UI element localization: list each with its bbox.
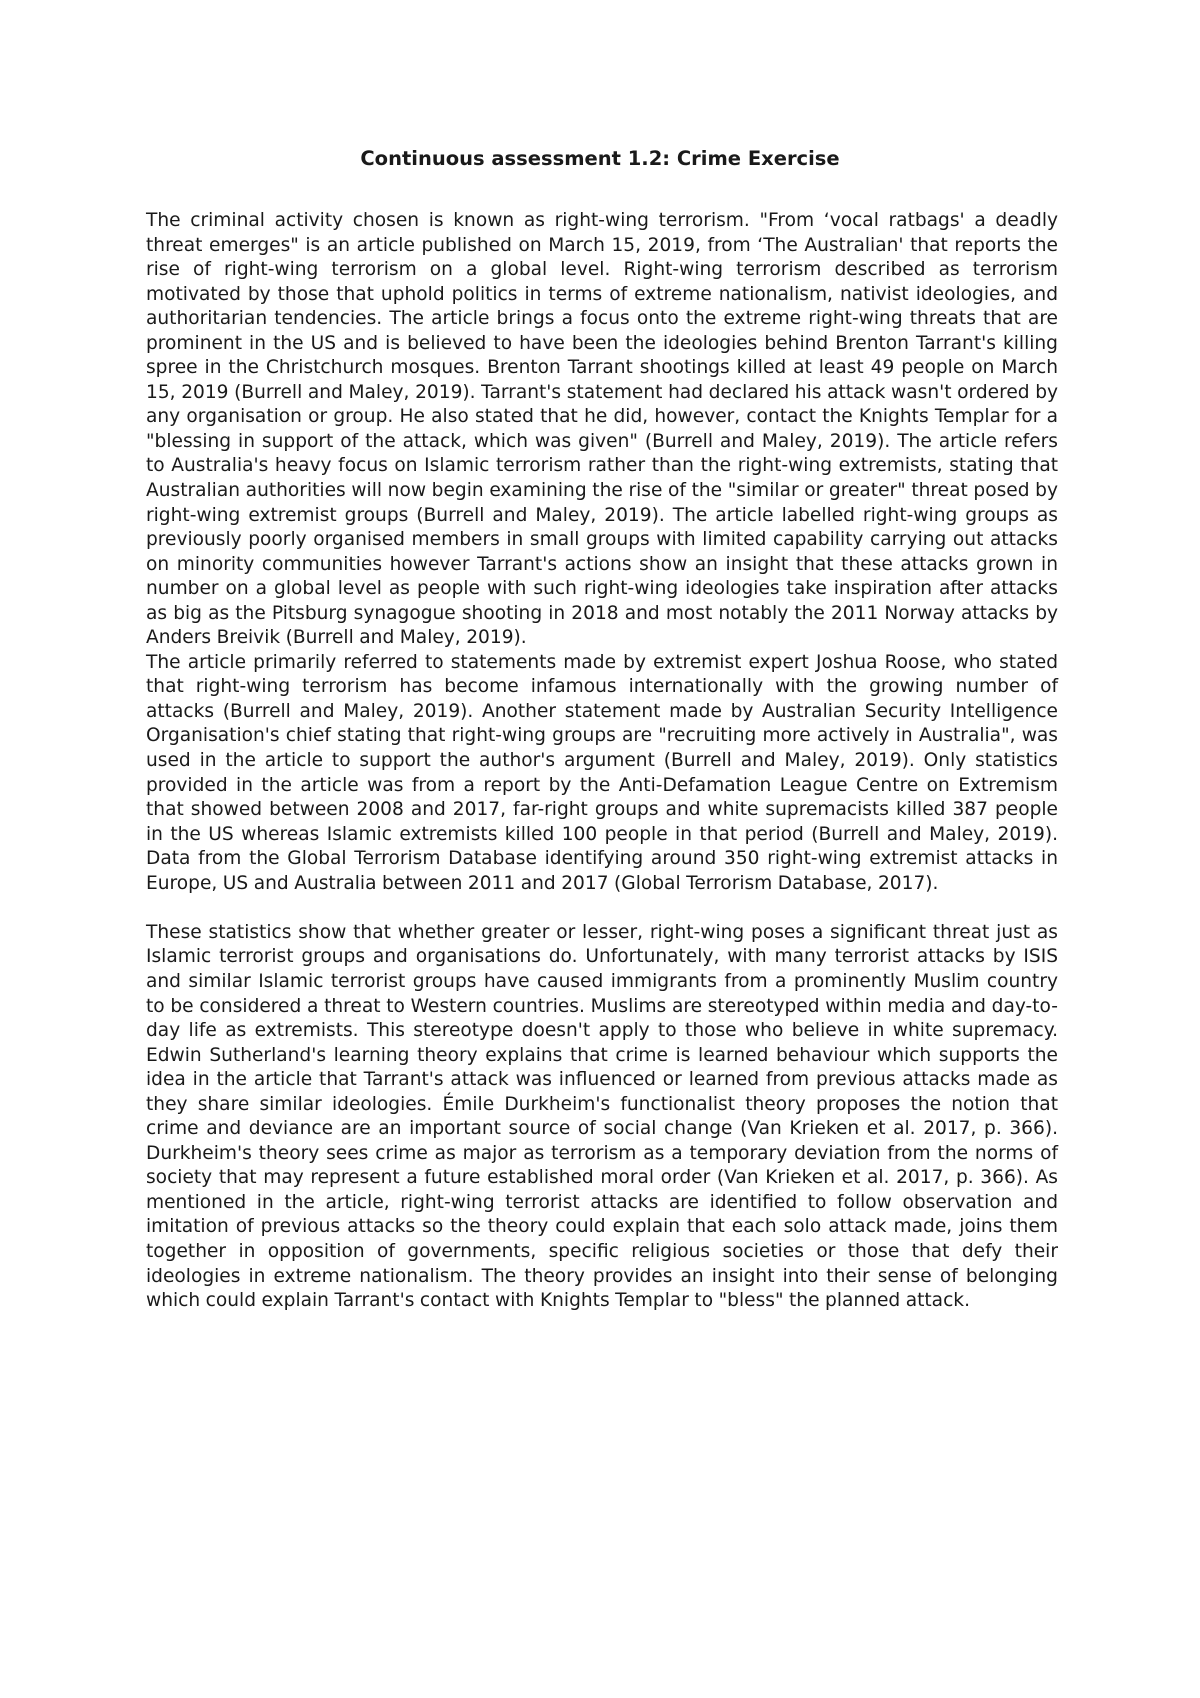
body-paragraph: These statistics show that whether greater or lesser, right-wing poses a significant threat just as Islamic terrorist groups and organisations do. Unfortunately, with many terrorist attacks by ISIS and similar Islamic terrorist groups have caused immigrants from a prominently Muslim country to be considered a threat to Western countries. Muslims are stereotyped within media and day-to-day life as extremists. This stereotype doesn't apply to those who believe in white supremacy. Edwin Sutherland's learning theory explains that crime is learned behaviour which supports the idea in the article that Tarrant's attack was influenced or learned from previous attacks made as they share similar ideologies. Émile Durkheim's functionalist theory proposes the notion that crime and deviance are an important source of social change (Van Krieken et al. 2017, p. 366). Durkheim's theory sees crime as major as terrorism as a temporary deviation from the norms of society that may represent a future established moral order (Van Krieken et al. 2017, p. 366). As mentioned in the article, right-wing terrorist attacks are identified to follow observation and imitation of previous attacks so the theory could explain that each solo attack made, joins them together in opposition of governments, specific religious societies or those that defy their ideologies in extreme nationalism. The theory provides an insight into their sense of belonging which could explain Tarrant's contact with Knights Templar to "bless" the planned attack. <box>146 921 1058 1312</box>
document-title: Continuous assessment 1.2: Crime Exercise <box>360 147 840 170</box>
document-body <box>146 209 1058 1314</box>
body-paragraph: The article primarily referred to statements made by extremist expert Joshua Roose, who stated that right-wing terrorism has become infamous internationally with the growing number of attacks (Burrell and Maley, 2019). Another statement made by Australian Security Intelligence Organisation's chief stating that right-wing groups are "recruiting more actively in Australia", was used in the article to support the author's argument (Burrell and Maley, 2019). Only statistics provided in the article was from a report by the Anti-Defamation League Centre on Extremism that showed between 2008 and 2017, far-right groups and white supremacists killed 387 people in the US whereas Islamic extremists killed 100 people in that period (Burrell and Maley, 2019). Data from the Global Terrorism Database identifying around 350 right-wing extremist attacks in Europe, US and Australia between 2011 and 2017 (Global Terrorism Database, 2017). <box>146 651 1058 894</box>
body-paragraph: The criminal activity chosen is known as right-wing terrorism. "From ‘vocal ratbags' a deadly threat emerges" is an article published on March 15, 2019, from ‘The Australian' that reports the rise of right-wing terrorism on a global level. Right-wing terrorism described as terrorism motivated by those that uphold politics in terms of extreme nationalism, nativist ideologies, and authoritarian tendencies. The article brings a focus onto the extreme right-wing threats that are prominent in the US and is believed to have been the ideologies behind Brenton Tarrant's killing spree in the Christchurch mosques. Brenton Tarrant shootings killed at least 49 people on March 15, 2019 (Burrell and Maley, 2019). Tarrant's statement had declared his attack wasn't ordered by any organisation or group. He also stated that he did, however, contact the Knights Templar for a "blessing in support of the attack, which was given" (Burrell and Maley, 2019). The article refers to Australia's heavy focus on Islamic terrorism rather than the right-wing extremists, stating that Australian authorities will now begin examining the rise of the "similar or greater" threat posed by right-wing extremist groups (Burrell and Maley, 2019). The article labelled right-wing groups as previously poorly organised members in small groups with limited capability carrying out attacks on minority communities however Tarrant's actions show an insight that these attacks grown in number on a global level as people with such right-wing ideologies take inspiration after attacks as big as the Pitsburg synagogue shooting in 2018 and most notably the 2011 Norway attacks by Anders Breivik (Burrell and Maley, 2019). <box>146 210 1058 649</box>
